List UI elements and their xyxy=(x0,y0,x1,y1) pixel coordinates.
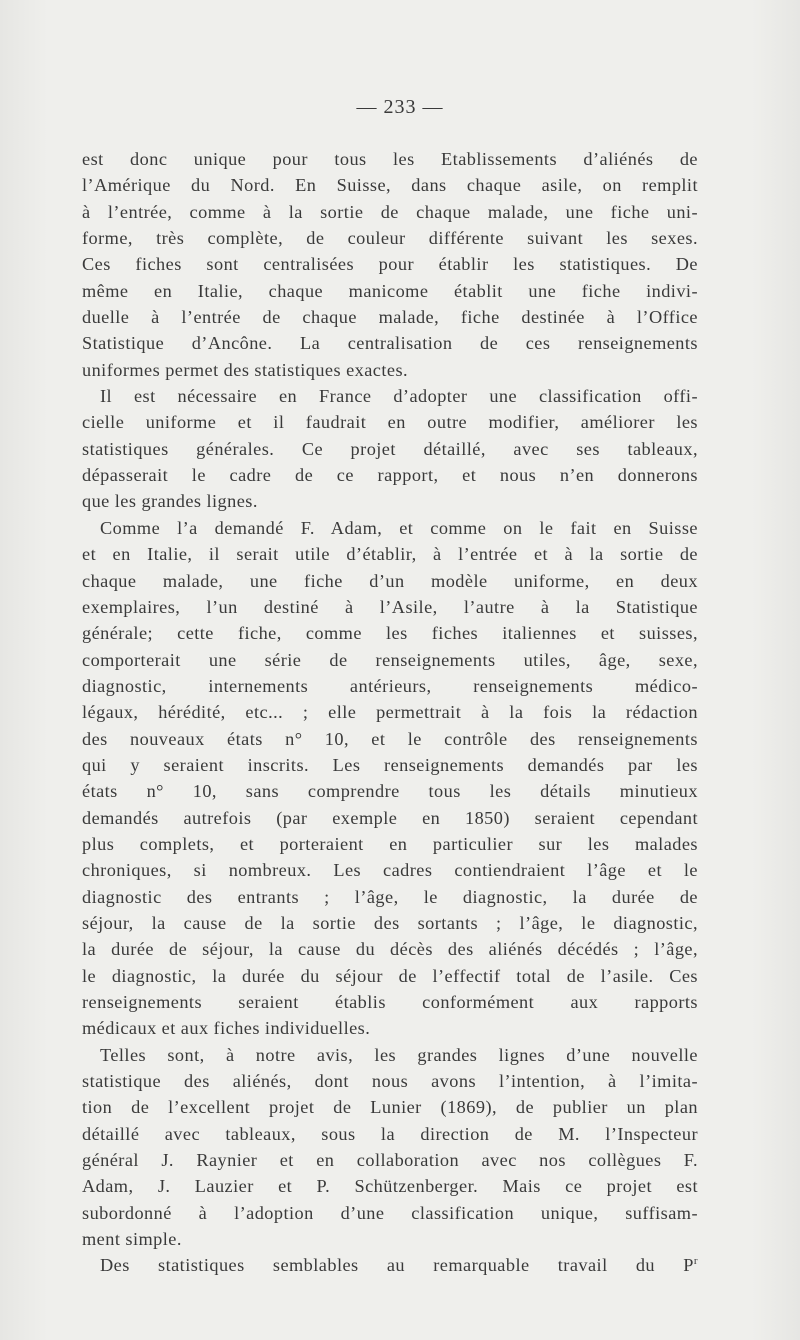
page-number: — 233 — xyxy=(356,96,444,118)
text-line: Comme l’a demandé F. Adam, et comme on le fait en Suisse xyxy=(100,517,698,538)
text-line: est donc unique pour tous les Etablissements d’aliénés de xyxy=(82,149,698,169)
text-line: que les grandes lignes. xyxy=(82,491,258,512)
text-line: statistiques générales. Ce projet détaillé, avec ses tableaux, xyxy=(82,438,698,459)
text-line: comporterait une série de renseignements utiles, âge, sexe, xyxy=(82,649,698,670)
text-line: Adam, J. Lauzier et P. Schützenberger. Mais ce projet est xyxy=(82,1176,698,1197)
text-line: forme, très complète, de couleur différente suivant les sexes. xyxy=(82,228,698,249)
text-line: cielle uniforme et il faudrait en outre modifier, améliorer les xyxy=(82,412,698,433)
text-line: l’Amérique du Nord. En Suisse, dans chaque asile, on remplit xyxy=(82,175,698,196)
text-line: ment simple. xyxy=(82,1229,182,1250)
text-line: légaux, hérédité, etc... ; elle permettrait à la fois la rédaction xyxy=(82,702,698,723)
paragraph-2 xyxy=(82,383,698,515)
paragraph-1 xyxy=(82,146,698,383)
body-text xyxy=(82,146,698,1279)
text-line: détaillé avec tableaux, sous la direction de M. l’Inspecteur xyxy=(82,1123,698,1144)
text-line: général J. Raynier et en collaboration avec nos collègues F. xyxy=(82,1150,698,1171)
text-line: le diagnostic, la durée du séjour de l’effectif total de l’asile. Ces xyxy=(82,965,698,986)
text-line: duelle à l’entrée de chaque malade, fiche destinée à l’Office xyxy=(82,307,698,328)
text-line: des nouveaux états n° 10, et le contrôle des renseignements xyxy=(82,728,698,749)
text-line: subordonné à l’adoption d’une classification unique, suffisam- xyxy=(82,1202,698,1223)
text-line-with-superscript xyxy=(82,1252,698,1278)
text-line: renseignements seraient établis conformément aux rapports xyxy=(82,992,698,1012)
paragraph-3 xyxy=(82,515,698,1042)
text-line: à l’entrée, comme à la sortie de chaque malade, une fiche uni- xyxy=(82,201,698,222)
text-line: générale; cette fiche, comme les fiches italiennes et suisses, xyxy=(82,623,698,644)
text-line: Ces fiches sont centralisées pour établir les statistiques. De xyxy=(82,254,698,275)
text-line: Des statistiques semblables au remarquable travail du P xyxy=(100,1255,694,1276)
text-line: états n° 10, sans comprendre tous les détails minutieux xyxy=(82,781,698,802)
text-line: dépasserait le cadre de ce rapport, et nous n’en donnerons xyxy=(82,465,698,486)
text-line: uniformes permet des statistiques exactes. xyxy=(82,359,409,380)
text-line: chroniques, si nombreux. Les cadres contiendraient l’âge et le xyxy=(82,860,698,881)
paragraph-5 xyxy=(82,1252,698,1278)
text-line: médicaux et aux fiches individuelles. xyxy=(82,1018,371,1039)
superscript: r xyxy=(693,1255,698,1268)
text-line: statistique des aliénés, dont nous avons l’intention, à l’imita- xyxy=(82,1071,698,1092)
paragraph-4 xyxy=(82,1042,698,1253)
text-line: Telles sont, à notre avis, les grandes lignes d’une nouvelle xyxy=(100,1044,698,1065)
text-line: séjour, la cause de la sortie des sortants ; l’âge, le diagnostic, xyxy=(82,912,698,933)
text-line: demandés autrefois (par exemple en 1850) seraient cependant xyxy=(82,807,698,828)
text-line: chaque malade, une fiche d’un modèle uniforme, en deux xyxy=(82,570,698,591)
text-line: et en Italie, il serait utile d’établir, à l’entrée et à la sortie de xyxy=(82,544,698,565)
text-line: la durée de séjour, la cause du décès des aliénés décédés ; l’âge, xyxy=(82,939,698,960)
text-line: Il est nécessaire en France d’adopter une classification offi- xyxy=(100,386,698,407)
text-line: qui y seraient inscrits. Les renseignements demandés par les xyxy=(82,754,698,775)
text-line: diagnostic des entrants ; l’âge, le diagnostic, la durée de xyxy=(82,886,698,907)
text-line: plus complets, et porteraient en particulier sur les malades xyxy=(82,833,698,854)
text-line: Statistique d’Ancône. La centralisation de ces renseignements xyxy=(82,333,698,354)
text-line: diagnostic, internements antérieurs, renseignements médico- xyxy=(82,675,698,696)
text-line: tion de l’excellent projet de Lunier (1869), de publier un plan xyxy=(82,1097,698,1118)
text-line: exemplaires, l’un destiné à l’Asile, l’autre à la Statistique xyxy=(82,596,698,617)
text-line: même en Italie, chaque manicome établit une fiche indivi- xyxy=(82,280,698,301)
